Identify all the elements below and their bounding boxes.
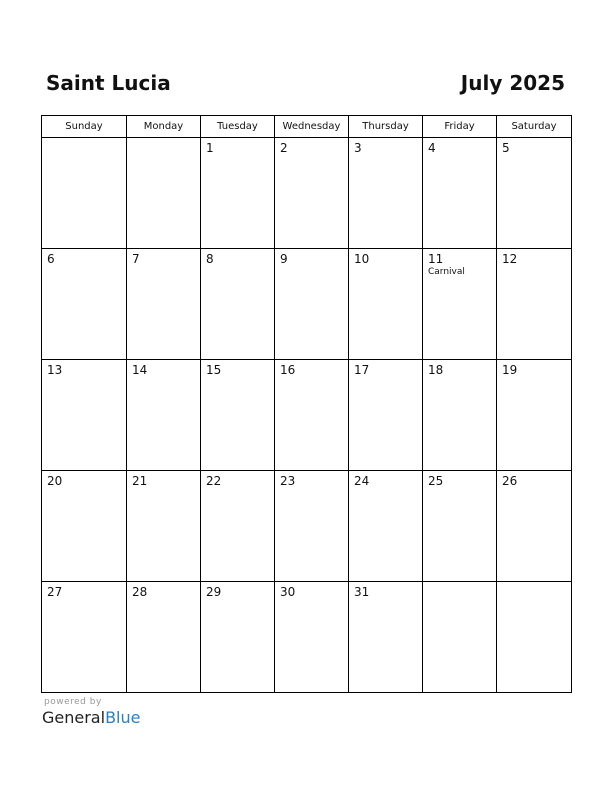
calendar-day-cell[interactable] bbox=[497, 471, 572, 582]
powered-by-text: powered by bbox=[44, 697, 102, 707]
day-number: 18 bbox=[428, 363, 444, 377]
day-number: 2 bbox=[280, 141, 288, 155]
calendar-day-cell[interactable] bbox=[201, 249, 275, 360]
day-number bbox=[127, 138, 200, 141]
day-number: 25 bbox=[428, 474, 444, 488]
weekday-friday: Friday bbox=[423, 116, 497, 138]
calendar-day-cell[interactable] bbox=[127, 249, 201, 360]
day-number: 16 bbox=[280, 363, 296, 377]
calendar-day-cell[interactable] bbox=[423, 138, 497, 249]
calendar-week-row bbox=[42, 582, 572, 693]
weekday-thursday: Thursday bbox=[349, 116, 423, 138]
calendar-day-cell[interactable] bbox=[42, 249, 127, 360]
day-number: 11 bbox=[428, 252, 444, 266]
day-number: 22 bbox=[206, 474, 222, 488]
weekday-sunday: Sunday bbox=[42, 116, 127, 138]
day-number bbox=[497, 582, 571, 585]
calendar-day-cell[interactable] bbox=[349, 471, 423, 582]
day-number: 17 bbox=[354, 363, 370, 377]
day-number: 4 bbox=[428, 141, 436, 155]
day-number: 26 bbox=[502, 474, 518, 488]
calendar-day-cell[interactable] bbox=[497, 249, 572, 360]
day-number: 24 bbox=[354, 474, 370, 488]
calendar-day-cell[interactable] bbox=[127, 360, 201, 471]
calendar-day-cell[interactable] bbox=[423, 249, 497, 360]
day-number: 8 bbox=[206, 252, 214, 266]
day-number: 15 bbox=[206, 363, 222, 377]
calendar-day-cell[interactable] bbox=[201, 138, 275, 249]
calendar-day-cell[interactable] bbox=[275, 360, 349, 471]
calendar-week-row bbox=[42, 249, 572, 360]
day-number: 10 bbox=[354, 252, 370, 266]
day-number bbox=[42, 138, 126, 141]
weekday-header-row bbox=[42, 116, 572, 138]
day-number: 14 bbox=[132, 363, 148, 377]
calendar-day-cell[interactable] bbox=[275, 249, 349, 360]
calendar-title-month: July 2025 bbox=[460, 71, 565, 95]
day-number: 23 bbox=[280, 474, 296, 488]
calendar-day-cell[interactable] bbox=[423, 360, 497, 471]
weekday-wednesday: Wednesday bbox=[275, 116, 349, 138]
day-number bbox=[423, 582, 496, 585]
calendar-week-row bbox=[42, 360, 572, 471]
calendar-week-row bbox=[42, 138, 572, 249]
day-number: 20 bbox=[47, 474, 63, 488]
calendar-day-cell[interactable] bbox=[349, 582, 423, 693]
generalblue-logo[interactable] bbox=[42, 708, 140, 727]
day-number: 3 bbox=[354, 141, 362, 155]
day-number: 27 bbox=[47, 585, 63, 599]
calendar-day-cell[interactable] bbox=[497, 360, 572, 471]
day-number: 31 bbox=[354, 585, 370, 599]
calendar-grid bbox=[41, 115, 572, 693]
day-number: 13 bbox=[47, 363, 63, 377]
calendar-day-cell[interactable] bbox=[349, 138, 423, 249]
calendar-day-cell[interactable] bbox=[42, 138, 127, 249]
calendar-day-cell[interactable] bbox=[127, 471, 201, 582]
calendar-day-cell[interactable] bbox=[497, 582, 572, 693]
day-number: 29 bbox=[206, 585, 222, 599]
calendar-day-cell[interactable] bbox=[275, 138, 349, 249]
weekday-tuesday: Tuesday bbox=[201, 116, 275, 138]
day-number: 30 bbox=[280, 585, 296, 599]
weekday-saturday: Saturday bbox=[497, 116, 572, 138]
calendar-day-cell[interactable] bbox=[42, 582, 127, 693]
day-number: 5 bbox=[502, 141, 510, 155]
day-number: 7 bbox=[132, 252, 140, 266]
day-number: 6 bbox=[47, 252, 55, 266]
calendar-day-cell[interactable] bbox=[42, 360, 127, 471]
day-number: 12 bbox=[502, 252, 518, 266]
calendar-day-cell[interactable] bbox=[127, 138, 201, 249]
weekday-monday: Monday bbox=[127, 116, 201, 138]
calendar-day-cell[interactable] bbox=[201, 360, 275, 471]
calendar-day-cell[interactable] bbox=[423, 471, 497, 582]
calendar-day-cell[interactable] bbox=[275, 582, 349, 693]
calendar-day-cell[interactable] bbox=[275, 471, 349, 582]
day-number: 19 bbox=[502, 363, 518, 377]
calendar-day-cell[interactable] bbox=[497, 138, 572, 249]
calendar-day-cell[interactable] bbox=[349, 360, 423, 471]
logo-blue: Blue bbox=[105, 708, 141, 727]
calendar-day-cell[interactable] bbox=[201, 582, 275, 693]
calendar-day-cell[interactable] bbox=[127, 582, 201, 693]
day-number: 28 bbox=[132, 585, 148, 599]
day-number: 21 bbox=[132, 474, 148, 488]
day-number: 1 bbox=[206, 141, 214, 155]
holiday-event: Carnival bbox=[428, 267, 465, 277]
calendar-day-cell[interactable] bbox=[349, 249, 423, 360]
calendar-day-cell[interactable] bbox=[423, 582, 497, 693]
calendar-week-row bbox=[42, 471, 572, 582]
logo-general: General bbox=[42, 708, 106, 727]
day-number: 9 bbox=[280, 252, 288, 266]
calendar-day-cell[interactable] bbox=[201, 471, 275, 582]
calendar-day-cell[interactable] bbox=[42, 471, 127, 582]
calendar-title-country: Saint Lucia bbox=[46, 71, 171, 95]
